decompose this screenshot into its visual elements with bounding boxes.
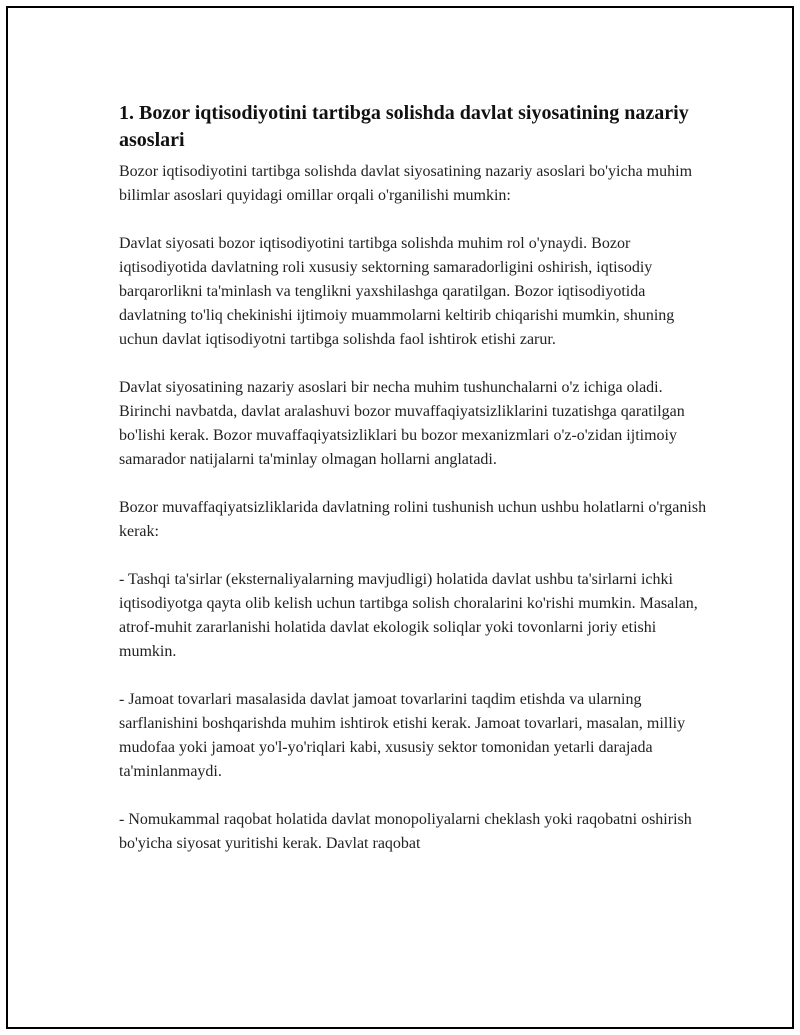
paragraph-state-role: Davlat siyosati bozor iqtisodiyotini tartibga solishda muhim rol o'ynaydi. Bozor iqtisodiyotida davlatning roli xususiy sektorning samaradorligini oshirish, iqtisodiy barqarorlikni ta'minlash va tenglikni yaxshilashga qaratilgan. Bozor iqtisodiyotida davlatning to'liq chekinishi ijtimoiy muammolarni keltirib chiqarishi mumkin, shuning uchun davlat iqtisodiyotni tartibga solishda faol ishtirok etishi zarur. bbox=[119, 235, 675, 348]
section-heading: 1. Bozor iqtisodiyotini tartibga solishda davlat siyosatining nazariy asoslari bbox=[119, 102, 689, 151]
list-item-externalities: - Tashqi ta'sirlar (eksternaliyalarning mavjudligi) holatida davlat ushbu ta'sirlarni ichki iqtisodiyotga qayta olib kelish uchun tartibga solish choralarini ko'rishi mumkin. Masalan, atrof-muhit zararlanishi holatida davlat ekologik soliqlar yoki tovonlarni joriy etishi mumkin. bbox=[119, 571, 698, 660]
page-frame bbox=[6, 6, 794, 1029]
list-item-public-goods: - Jamoat tovarlari masalasida davlat jamoat tovarlarini taqdim etishda va ularning sarflanishini boshqarishda muhim ishtirok etishi kerak. Jamoat tovarlari, masalan, milliy mudofaa yoki jamoat yo'l-yo'riqlari kabi, xususiy sektor tomonidan yetarli darajada ta'minlanmaydi. bbox=[119, 691, 686, 780]
document-body bbox=[119, 100, 709, 880]
paragraph-failures-intro: Bozor muvaffaqiyatsizliklarida davlatning rolini tushunish uchun ushbu holatlarni o'rganish kerak: bbox=[119, 499, 707, 540]
list-item-imperfect-competition: - Nomukammal raqobat holatida davlat monopoliyalarni cheklash yoki raqobatni oshirish bo'yicha siyosat yuritishi kerak. Davlat raqobat bbox=[119, 811, 692, 852]
paragraph-theory: Davlat siyosatining nazariy asoslari bir necha muhim tushunchalarni o'z ichiga oladi. Birinchi navbatda, davlat aralashuvi bozor muvaffaqiyatsizliklarini tuzatishga qaratilgan bo'lishi kerak. Bozor muvaffaqiyatsizliklari bu bozor mexanizmlari o'z-o'zidan ijtimoiy samarador natijalarni ta'minlay olmagan hollarni anglatadi. bbox=[119, 379, 685, 468]
paragraph-intro: Bozor iqtisodiyotini tartibga solishda davlat siyosatining nazariy asoslari bo'yicha muhim bilimlar asoslari quyidagi omillar orqali o'rganilishi mumkin: bbox=[119, 163, 693, 204]
